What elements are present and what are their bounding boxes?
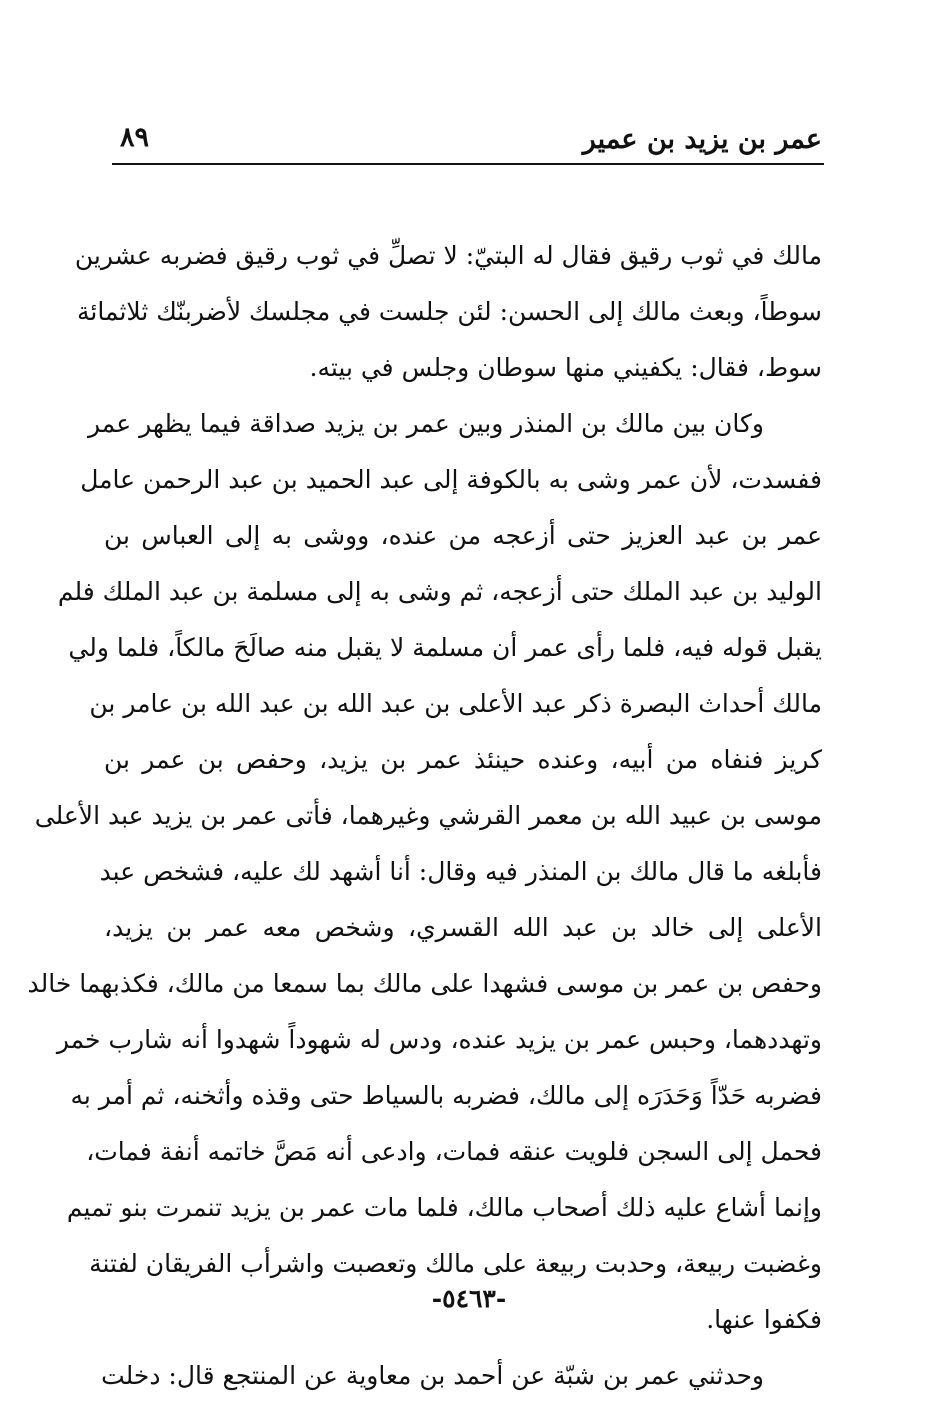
text-line: ففسدت، لأن عمر وشى به بالكوفة إلى عبد الحميد بن عبد الرحمن عامل <box>80 465 822 494</box>
text-line: الأعلى إلى خالد بن عبد الله القسري، وشخص معه عمر بن يزيد، <box>104 913 822 942</box>
text-line: مالك أحداث البصرة ذكر عبد الأعلى بن عبد الله بن عبد الله بن عامر بن <box>89 689 822 718</box>
text-line: فضربه حَدّاً وَحَدَرَه إلى مالك، فضربه بالسياط حتى وقذه وأثخنه، ثم أمر به <box>70 1081 822 1110</box>
text-line: فحمل إلى السجن فلويت عنقه فمات، وادعى أنه مَصَّ خاتمه أنفة فمات، <box>86 1137 822 1166</box>
text-line: فكفوا عنها. <box>706 1305 822 1334</box>
text-line: مالك في ثوب رقيق فقال له البتيّ: لا تصلِّ في ثوب رقيق فضربه عشرين <box>74 241 822 270</box>
text-line: وحدثني عمر بن شبّة عن أحمد بن معاوية عن المنتجع قال: دخلت <box>101 1361 764 1390</box>
running-header <box>112 118 822 162</box>
text-line: وكان بين مالك بن المنذر وبين عمر بن يزيد صداقة فيما يظهر عمر <box>87 409 764 438</box>
text-line: وحفص بن عمر بن موسى فشهدا على مالك بما سمعا من مالك، فكذبهما خالد <box>27 969 822 998</box>
text-line: وتهددهما، وحبس عمر بن يزيد عنده، ودس له شهوداً شهدوا أنه شارب خمر <box>56 1025 822 1054</box>
text-line: وغضبت ربيعة، وحدبت ربيعة على مالك وتعصبت واشرأب الفريقان لفتنة <box>89 1249 822 1278</box>
text-line: يقبل قوله فيه، فلما رأى عمر أن مسلمة لا يقبل منه صالَحَ مالكاً، فلما ولي <box>68 633 822 662</box>
text-line: عمر بن عبد العزيز حتى أزعجه من عنده، ووشى به إلى العباس بن <box>104 521 822 550</box>
text-line: موسى بن عبيد الله بن معمر القرشي وغيرهما، فأتى عمر بن يزيد عبد الأعلى <box>34 801 822 830</box>
page-number: ٨٩ <box>120 122 150 153</box>
header-divider <box>112 163 824 165</box>
text-line: سوطاً، وبعث مالك إلى الحسن: لئن جلست في مجلسك لأضربنّك ثلاثمائة <box>77 297 822 326</box>
text-line: فأبلغه ما قال مالك بن المنذر فيه وقال: أنا أشهد لك عليه، فشخص عبد <box>99 857 822 886</box>
text-line: وإنما أشاع عليه ذلك أصحاب مالك، فلما مات عمر بن يزيد تنمرت بنو تميم <box>66 1193 822 1222</box>
main-text <box>27 228 822 1404</box>
text-line: سوط، فقال: يكفيني منها سوطان وجلس في بيته. <box>309 353 822 382</box>
footer-folio: -٥٤٦٣- <box>431 1284 507 1313</box>
text-line: الوليد بن عبد الملك حتى أزعجه، ثم وشى به إلى مسلمة بن عبد الملك فلم <box>57 577 822 606</box>
text-line: كريز فنفاه من أبيه، وعنده حينئذ عمر بن يزيد، وحفص بن عمر بن <box>104 745 822 774</box>
chapter-title: عمر بن يزيد بن عمير <box>582 124 822 155</box>
